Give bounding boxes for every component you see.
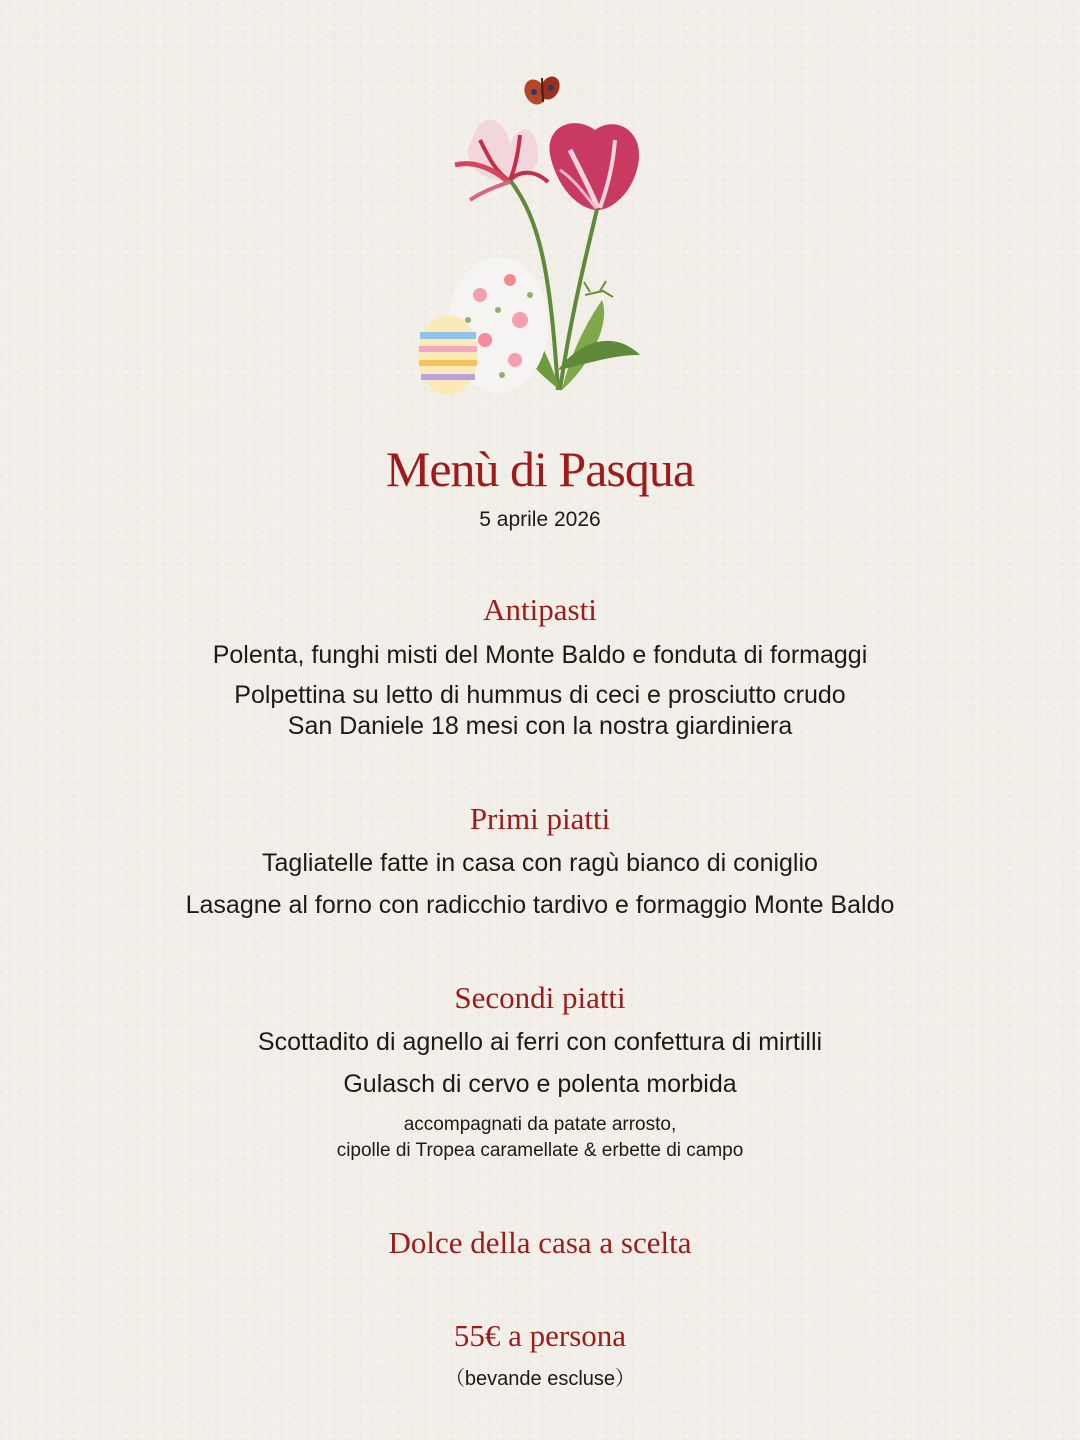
menu-item: Lasagne al forno con radicchio tardivo e formaggio Monte Baldo xyxy=(185,891,895,919)
menu-item: San Daniele 18 mesi con la nostra giardiniera xyxy=(287,712,793,740)
menu-note: accompagnati da patate arrosto, xyxy=(403,1114,677,1135)
section-title-dolce: Dolce della casa a scelta xyxy=(388,1225,692,1260)
section-title-secondi: Secondi piatti xyxy=(454,980,626,1015)
menu-item: Gulasch di cervo e polenta morbida xyxy=(343,1070,737,1098)
tulip-right-icon xyxy=(549,123,639,210)
menu-item: Tagliatelle fatte in casa con ragù bianco di coniglio xyxy=(262,849,818,877)
event-date: 5 aprile 2026 xyxy=(479,508,601,531)
section-title-antipasti: Antipasti xyxy=(483,592,597,627)
price-label: 55€ a persona xyxy=(453,1318,627,1353)
price-note: （bevande escluse） xyxy=(444,1368,636,1390)
butterfly-icon xyxy=(520,73,563,108)
tulip-left-icon xyxy=(455,120,548,200)
striped-egg-icon xyxy=(418,315,478,395)
menu-item: Polenta, funghi misti del Monte Baldo e fonduta di formaggi xyxy=(212,641,868,669)
section-title-primi: Primi piatti xyxy=(469,801,611,836)
menu-item: Polpettina su letto di hummus di ceci e prosciutto crudo xyxy=(234,681,846,709)
menu-item: Scottadito di agnello ai ferri con confettura di mirtilli xyxy=(257,1028,823,1056)
page-title: Menù di Pasqua xyxy=(385,441,695,497)
menu-note: cipolle di Tropea caramellate & erbette di campo xyxy=(336,1140,744,1161)
easter-flowers-illustration xyxy=(410,70,670,400)
